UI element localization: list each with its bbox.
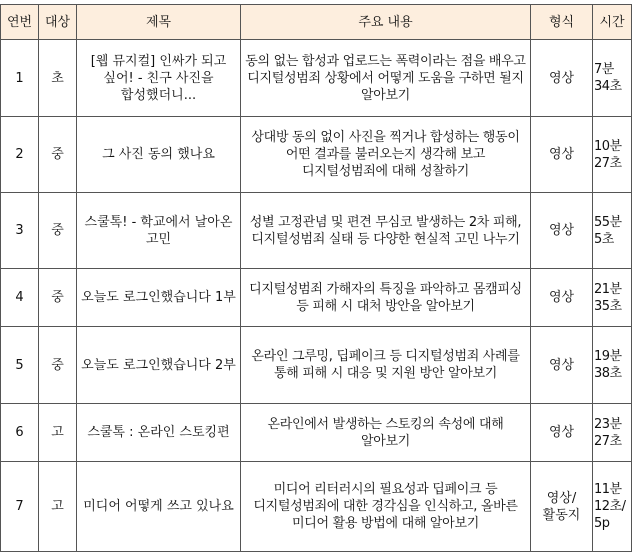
cell-no: 3 <box>1 193 39 269</box>
header-time: 시간 <box>593 5 632 40</box>
cell-time: 11분 12초/ 5p <box>593 462 632 552</box>
cell-target: 중 <box>39 327 77 404</box>
cell-title: 스쿨톡 : 온라인 스토킹편 <box>77 404 241 462</box>
header-title: 제목 <box>77 5 241 40</box>
cell-title: 스쿨톡! - 학교에서 날아온 고민 <box>77 193 241 269</box>
cell-title: 오늘도 로그인했습니다 1부 <box>77 269 241 327</box>
table-row <box>1 117 632 193</box>
table-row <box>1 462 632 552</box>
cell-format: 영상 <box>531 117 593 193</box>
cell-title: 그 사진 동의 했나요 <box>77 117 241 193</box>
table-row <box>1 40 632 117</box>
header-no: 연번 <box>1 5 39 40</box>
cell-no: 4 <box>1 269 39 327</box>
cell-no: 5 <box>1 327 39 404</box>
cell-target: 초 <box>39 40 77 117</box>
table-row <box>1 269 632 327</box>
header-target: 대상 <box>39 5 77 40</box>
cell-time: 23분 27초 <box>593 404 632 462</box>
cell-no: 7 <box>1 462 39 552</box>
cell-content: 상대방 동의 없이 사진을 찍거나 합성하는 행동이 어떤 결과를 불러오는지 생각해 보고 디지털성범죄에 대해 성찰하기 <box>241 117 531 193</box>
cell-title: [웹 뮤지컬] 인싸가 되고 싶어! - 친구 사진을 합성했더니... <box>77 40 241 117</box>
program-table <box>0 4 632 552</box>
cell-title: 오늘도 로그인했습니다 2부 <box>77 327 241 404</box>
cell-format: 영상 <box>531 327 593 404</box>
cell-no: 6 <box>1 404 39 462</box>
table-row <box>1 404 632 462</box>
table-row <box>1 327 632 404</box>
cell-format: 영상 <box>531 40 593 117</box>
cell-content: 온라인 그루밍, 딥페이크 등 디지털성범죄 사례를 통해 피해 시 대응 및 지원 방안 알아보기 <box>241 327 531 404</box>
header-content: 주요 내용 <box>241 5 531 40</box>
cell-time: 19분 38초 <box>593 327 632 404</box>
cell-format: 영상 <box>531 193 593 269</box>
cell-time: 55분 5초 <box>593 193 632 269</box>
cell-no: 1 <box>1 40 39 117</box>
cell-format: 영상/ 활동지 <box>531 462 593 552</box>
cell-time: 7분 34초 <box>593 40 632 117</box>
cell-time: 21분 35초 <box>593 269 632 327</box>
cell-title: 미디어 어떻게 쓰고 있나요 <box>77 462 241 552</box>
header-row <box>1 5 632 40</box>
cell-format: 영상 <box>531 269 593 327</box>
cell-time: 10분 27초 <box>593 117 632 193</box>
cell-target: 중 <box>39 269 77 327</box>
cell-target: 고 <box>39 404 77 462</box>
cell-content: 동의 없는 합성과 업로드는 폭력이라는 점을 배우고 디지털성범죄 상황에서 어떻게 도움을 구하면 될지 알아보기 <box>241 40 531 117</box>
cell-target: 중 <box>39 117 77 193</box>
cell-content: 성별 고정관념 및 편견 무심코 발생하는 2차 피해, 디지털성범죄 실태 등 다양한 현실적 고민 나누기 <box>241 193 531 269</box>
table-row <box>1 193 632 269</box>
cell-format: 영상 <box>531 404 593 462</box>
cell-target: 중 <box>39 193 77 269</box>
header-format: 형식 <box>531 5 593 40</box>
cell-content: 디지털성범죄 가해자의 특징을 파악하고 몸캠피싱 등 피해 시 대처 방안을 알아보기 <box>241 269 531 327</box>
cell-content: 온라인에서 발생하는 스토킹의 속성에 대해 알아보기 <box>241 404 531 462</box>
cell-target: 고 <box>39 462 77 552</box>
cell-content: 미디어 리터러시의 필요성과 딥페이크 등 디지털성범죄에 대한 경각심을 인식하고, 올바른 미디어 활용 방법에 대해 알아보기 <box>241 462 531 552</box>
cell-no: 2 <box>1 117 39 193</box>
